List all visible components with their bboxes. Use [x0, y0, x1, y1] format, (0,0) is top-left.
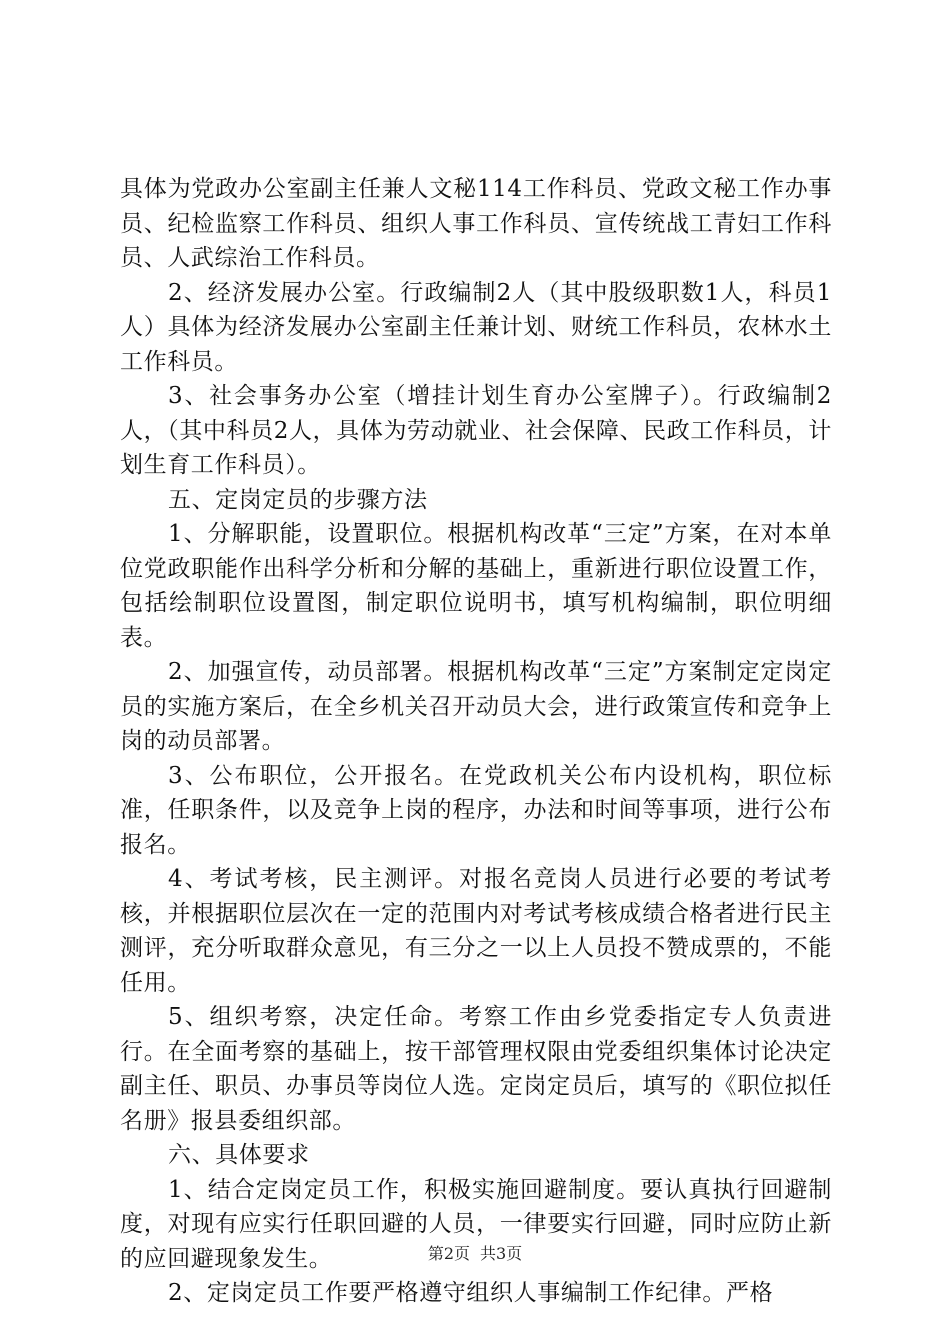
document-body — [120, 172, 832, 1311]
page-total: 共3页 — [480, 1244, 523, 1263]
paragraph: 5、组织考察，决定任命。考察工作由乡党委指定专人负责进行。在全面考察的基础上，按干部管理权限由党委组织集体讨论决定副主任、职员、办事员等岗位人选。定岗定员后，填写的《职位拟任名册》报县委组织部。 — [120, 1004, 832, 1134]
section-heading: 六、具体要求 — [168, 1142, 310, 1168]
paragraph: 2、经济发展办公室。行政编制2人（其中股级职数1人，科员1人）具体为经济发展办公室副主任兼计划、财统工作科员，农林水土工作科员。 — [120, 279, 832, 375]
paragraph: 1、结合定岗定员工作，积极实施回避制度。要认真执行回避制度，对现有应实行任职回避的人员，一律要实行回避，同时应防止新的应回避现象发生。 — [120, 1176, 832, 1272]
page-number: 第2页 — [427, 1244, 470, 1263]
paragraph: 具体为党政办公室副主任兼人文秘114工作科员、党政文秘工作办事员、纪检监察工作科员、组织人事工作科员、宣传统战工青妇工作科员、人武综治工作科员。 — [120, 176, 832, 271]
paragraph: 2、定岗定员工作要严格遵守组织人事编制工作纪律。严格 — [168, 1280, 774, 1306]
paragraph: 2、加强宣传，动员部署。根据机构改革“三定”方案制定定岗定员的实施方案后，在全乡机关召开动员大会，进行政策宣传和竞争上岗的动员部署。 — [120, 659, 832, 754]
paragraph: 4、考试考核，民主测评。对报名竞岗人员进行必要的考试考核，并根据职位层次在一定的范围内对考试考核成绩合格者进行民主测评，充分听取群众意见，有三分之一以上人员投不赞成票的，不能任用。 — [120, 866, 832, 996]
paragraph: 3、公布职位，公开报名。在党政机关公布内设机构，职位标准，任职条件，以及竞争上岗的程序，办法和时间等事项，进行公布报名。 — [120, 762, 832, 858]
paragraph: 1、分解职能，设置职位。根据机构改革“三定”方案，在对本单位党政职能作出科学分析和分解的基础上，重新进行职位设置工作，包括绘制职位设置图，制定职位说明书，填写机构编制，职位明细表。 — [120, 521, 832, 651]
page-footer — [0, 1244, 950, 1264]
paragraph: 3、社会事务办公室（增挂计划生育办公室牌子）。行政编制2人，（其中科员2人，具体为劳动就业、社会保障、民政工作科员，计划生育工作科员）。 — [120, 383, 832, 478]
section-heading: 五、定岗定员的步骤方法 — [168, 486, 428, 513]
